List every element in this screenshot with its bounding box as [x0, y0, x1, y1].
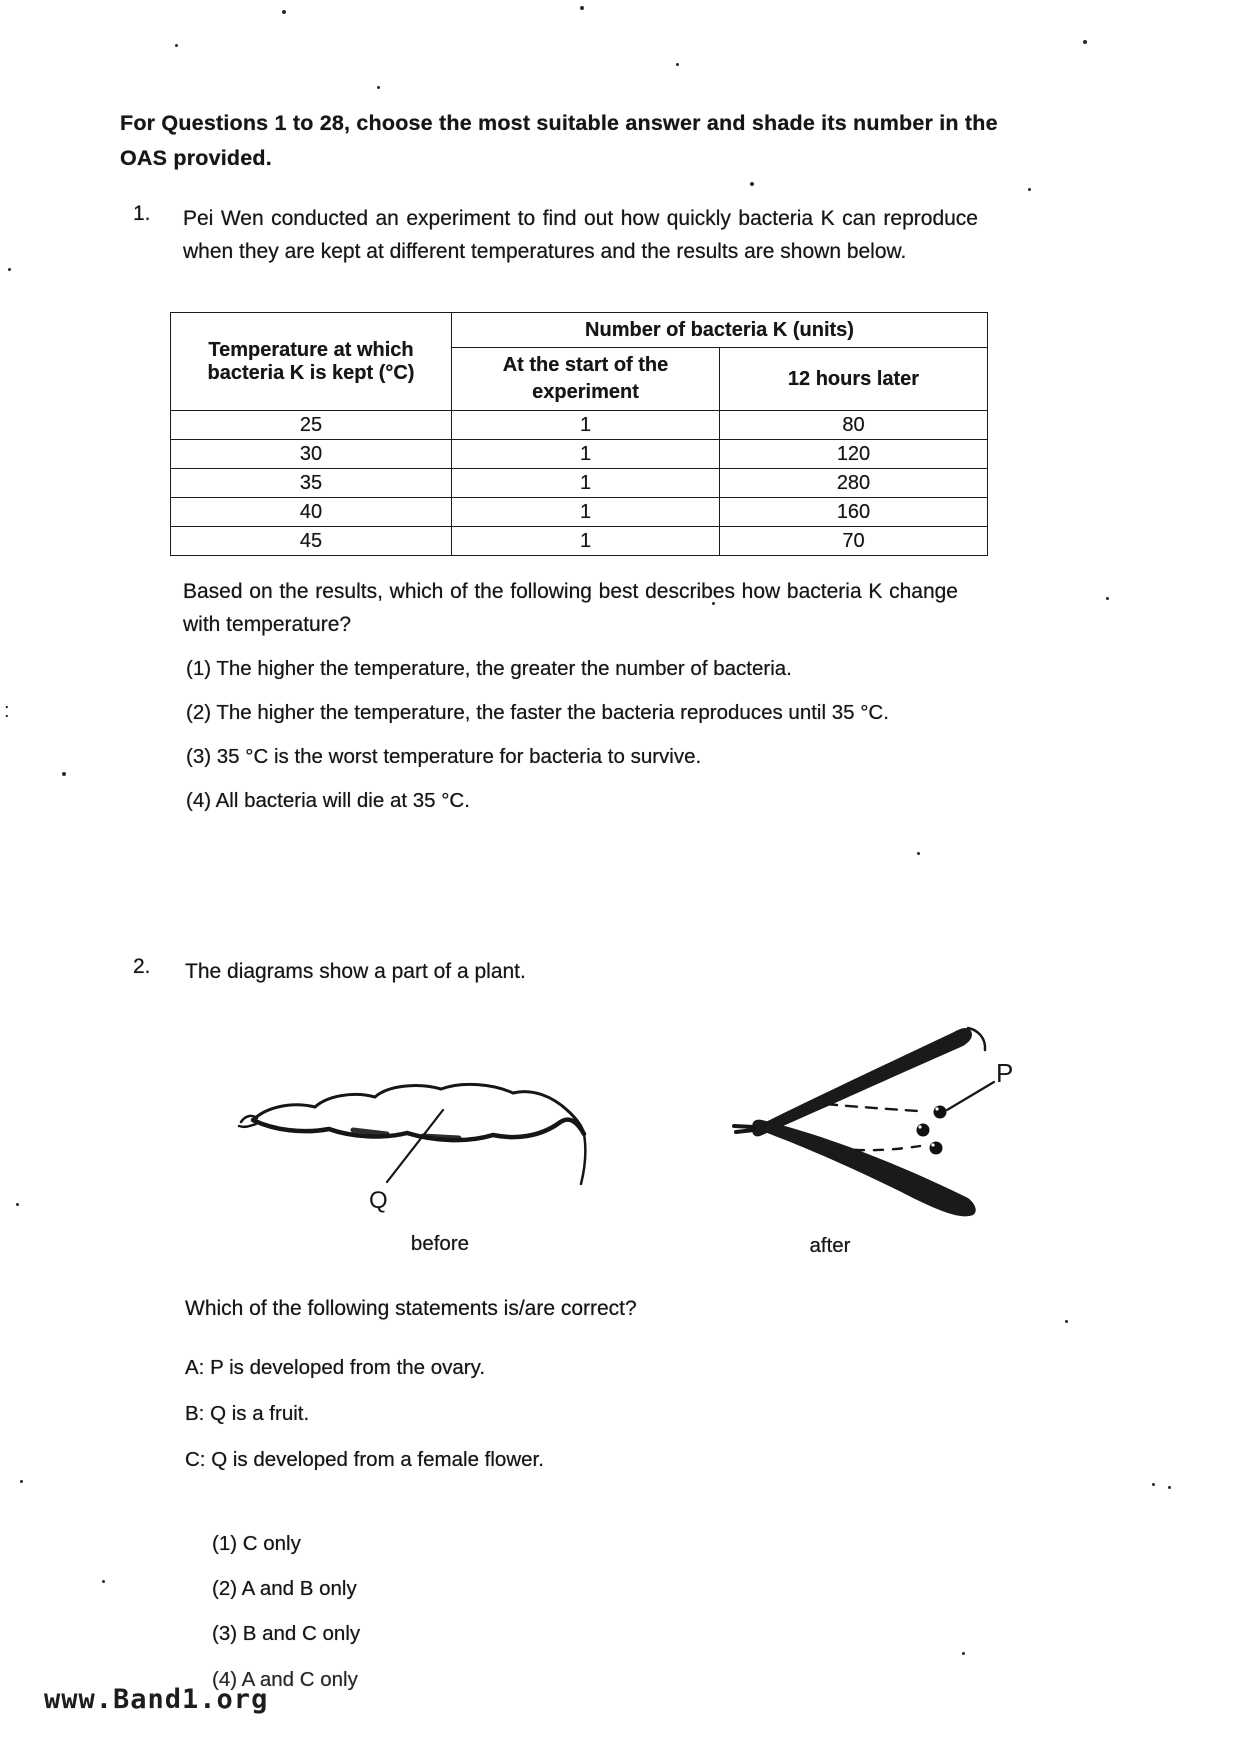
seed-highlight — [935, 1107, 938, 1110]
cell-later: 280 — [720, 469, 988, 498]
seed — [917, 1124, 930, 1137]
noise-dot — [1168, 1486, 1171, 1489]
seed — [934, 1106, 947, 1119]
noise-dot — [20, 1480, 23, 1483]
question-1-option-1: (1) The higher the temperature, the greater the number of bacteria. — [186, 657, 792, 680]
pod-right-tail — [581, 1134, 585, 1184]
question-1-number: 1. — [133, 202, 151, 225]
cell-start: 1 — [452, 527, 720, 556]
noise-dot — [16, 1203, 19, 1206]
cell-temp: 45 — [171, 527, 452, 556]
question-2-option-4: (4) A and C only — [212, 1668, 358, 1691]
before-diagram — [235, 1068, 615, 1218]
cell-temp: 40 — [171, 498, 452, 527]
table-header-temperature: Temperature at which bacteria K is kept (°C) — [171, 313, 452, 411]
noise-dot — [102, 1580, 105, 1583]
pod-stub — [734, 1126, 754, 1132]
noise-dot — [62, 772, 66, 776]
table-header-start: At the start of the experiment — [452, 348, 720, 411]
label-line-p — [947, 1082, 994, 1110]
table-header-group: Number of bacteria K (units) — [452, 313, 988, 348]
table-row — [171, 440, 988, 469]
label-q: Q — [369, 1187, 388, 1214]
question-1-option-3: (3) 35 °C is the worst temperature for bacteria to survive. — [186, 745, 702, 768]
table-row — [171, 527, 988, 556]
noise-dot — [282, 10, 286, 14]
question-1-option-2: (2) The higher the temperature, the faster the bacteria reproduces until 35 °C. — [186, 701, 889, 724]
margin-colon-mark: : — [4, 700, 10, 722]
cell-temp: 25 — [171, 411, 452, 440]
seed-highlight — [931, 1143, 934, 1146]
question-2-option-1: (1) C only — [212, 1532, 301, 1555]
noise-dot — [8, 268, 11, 271]
seed-motion-line — [826, 1104, 918, 1111]
noise-dot — [580, 6, 584, 10]
cell-start: 1 — [452, 469, 720, 498]
pod-lower-valve — [752, 1120, 975, 1217]
after-diagram — [728, 1008, 1043, 1233]
question-2-stem: The diagrams show a part of a plant. — [185, 960, 526, 983]
noise-dot — [175, 44, 178, 47]
question-1-option-4: (4) All bacteria will die at 35 °C. — [186, 789, 470, 812]
question-1-stem: Pei Wen conducted an experiment to find out how quickly bacteria K can reproduce when they are kept at different temperatures and the results are shown below. — [183, 207, 978, 263]
noise-dot — [1152, 1483, 1155, 1486]
noise-dot — [377, 86, 380, 89]
question-2-option-3: (3) B and C only — [212, 1622, 361, 1645]
cell-later: 120 — [720, 440, 988, 469]
noise-dot — [1028, 188, 1031, 191]
cell-start: 1 — [452, 498, 720, 527]
caption-before: before — [410, 1232, 470, 1255]
table-header-later: 12 hours later — [720, 348, 988, 411]
pod-upper-valve — [752, 1028, 972, 1136]
pod-top-outline — [253, 1084, 584, 1134]
seed — [930, 1142, 943, 1155]
cell-temp: 30 — [171, 440, 452, 469]
question-2-statement-a: A: P is developed from the ovary. — [185, 1356, 486, 1379]
noise-dot — [676, 63, 679, 66]
cell-temp: 35 — [171, 469, 452, 498]
question-1-prompt: Based on the results, which of the following best describes how bacteria K change with temperature? — [183, 580, 958, 636]
table-row — [171, 498, 988, 527]
noise-dot — [1106, 597, 1109, 600]
table-header-row — [171, 313, 988, 348]
label-p: P — [996, 1058, 1014, 1088]
label-line-q — [387, 1110, 443, 1182]
noise-dot — [962, 1652, 965, 1655]
question-2-option-2: (2) A and B only — [212, 1577, 357, 1600]
table-row — [171, 411, 988, 440]
noise-dot — [1083, 40, 1087, 44]
question-2-prompt: Which of the following statements is/are correct? — [185, 1297, 637, 1320]
noise-dot — [750, 182, 754, 186]
question-2-statement-b: B: Q is a fruit. — [185, 1402, 310, 1425]
noise-dot — [1065, 1320, 1068, 1323]
exam-instruction: For Questions 1 to 28, choose the most suitable answer and shade its number in the OAS provided. — [120, 111, 998, 170]
question-2-statement-c: C: Q is developed from a female flower. — [185, 1448, 544, 1471]
watermark: www.Band1.org — [44, 1684, 269, 1715]
cell-later: 80 — [720, 411, 988, 440]
caption-after: after — [809, 1234, 851, 1257]
cell-start: 1 — [452, 411, 720, 440]
cell-later: 160 — [720, 498, 988, 527]
cell-later: 70 — [720, 527, 988, 556]
bacteria-results-table — [170, 312, 988, 556]
pod-bottom-outline — [253, 1120, 584, 1140]
question-2-number: 2. — [133, 955, 151, 978]
seed-highlight — [918, 1125, 921, 1128]
table-row — [171, 469, 988, 498]
cell-start: 1 — [452, 440, 720, 469]
noise-dot — [917, 852, 920, 855]
